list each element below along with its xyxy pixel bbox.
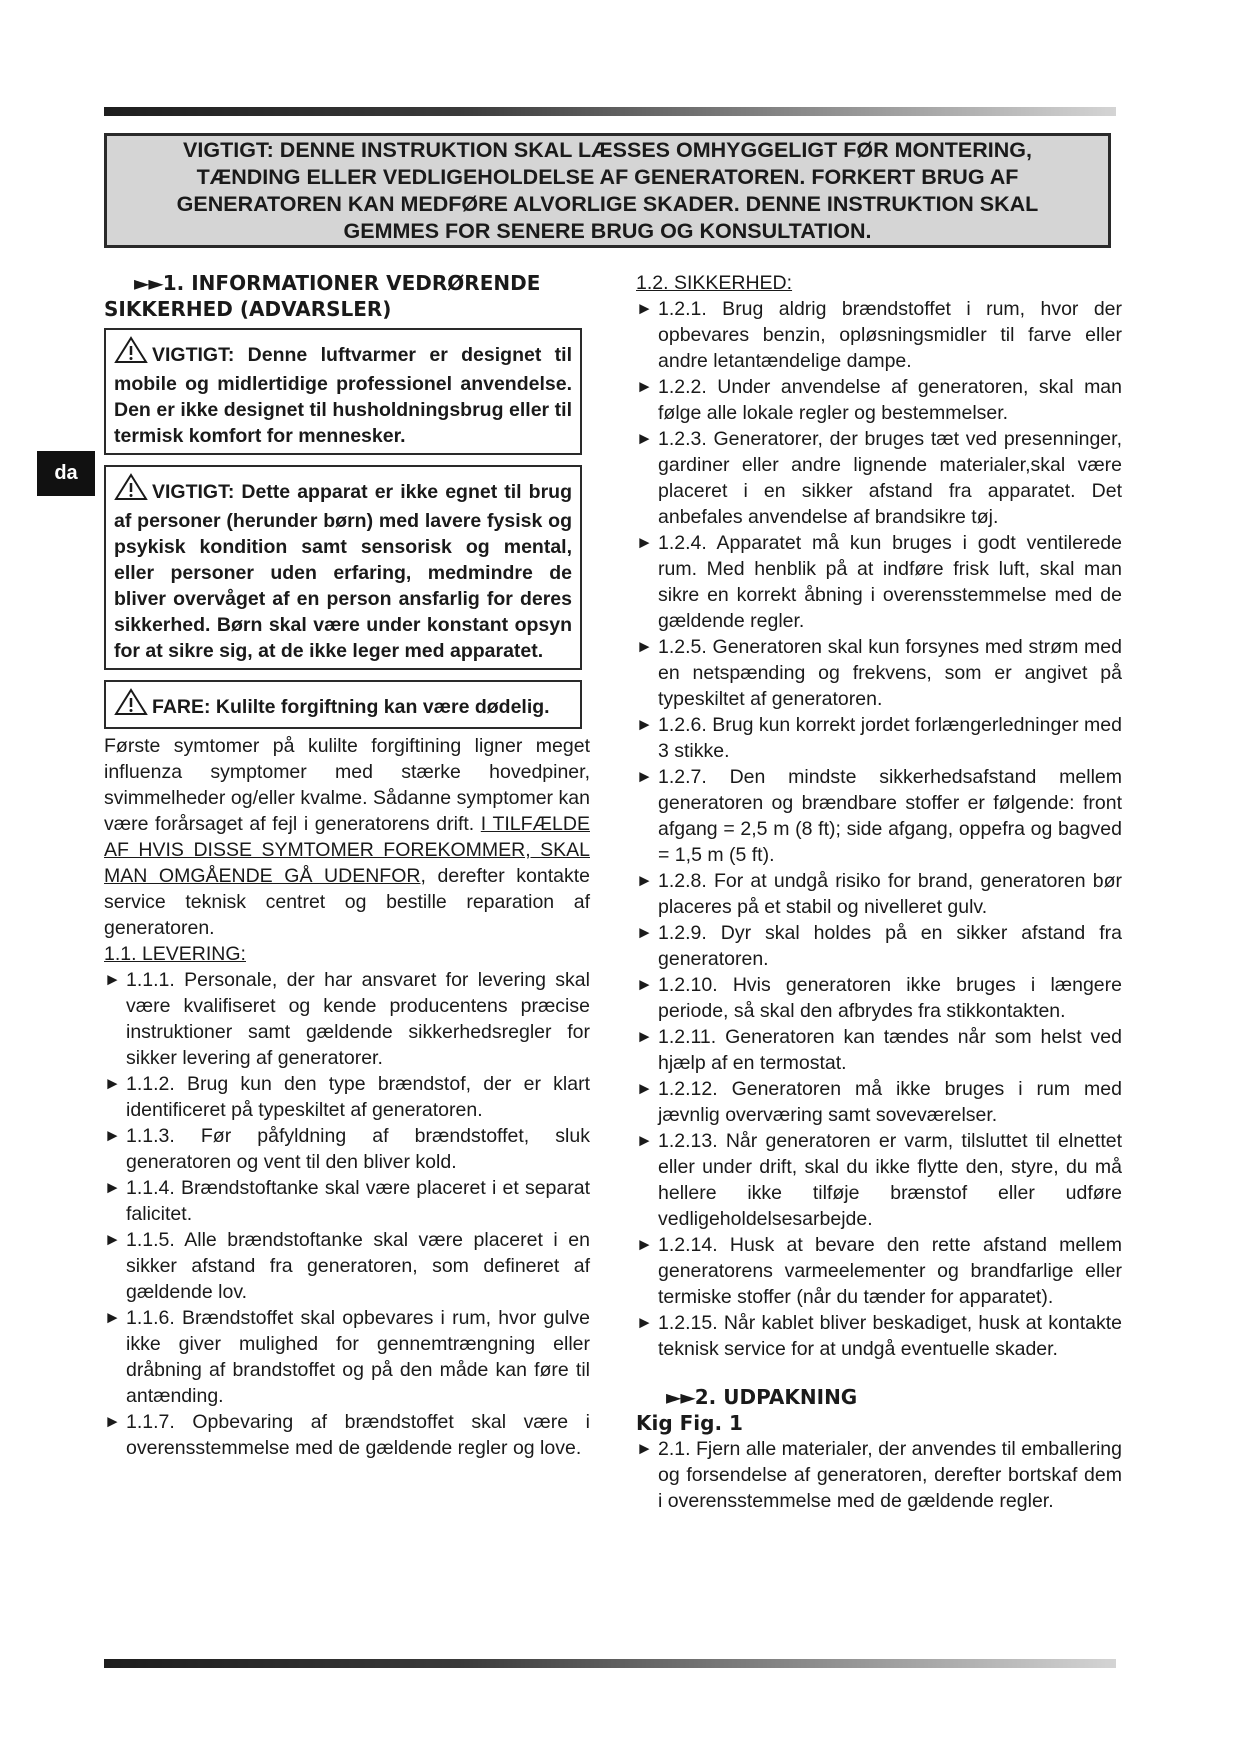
bullet-icon: ► — [636, 533, 653, 552]
bullet-icon: ► — [104, 1412, 121, 1431]
bullet-icon: ► — [104, 970, 121, 989]
section-1-arrows: ►► — [134, 271, 163, 295]
bullet-icon: ► — [636, 377, 653, 396]
list-item: ► 1.2.13. Når generatoren er varm, tilsluttet til elnettet eller under drift, skal du ikke flytte den, styre, du må hellere ikke tilføje brænstof eller udføre vedligeholdelsesarbejde. — [636, 1130, 1122, 1230]
list-item: ► 1.2.5. Generatoren skal kun forsynes med strøm med en netspænding og frekvens, som er angivet på typeskiltet af generatoren. — [636, 636, 1122, 710]
bullet-icon: ► — [636, 1439, 653, 1458]
bullet-icon: ► — [636, 715, 653, 734]
warning-triangle-icon — [114, 688, 148, 723]
warning-box-2 — [104, 465, 582, 670]
bullet-icon: ► — [104, 1178, 121, 1197]
list-item: ► 1.2.12. Generatoren må ikke bruges i rum med jævnlig overværing samt soveværelser. — [636, 1078, 1122, 1126]
warning-triangle-icon — [114, 473, 148, 508]
list-item: ► 1.2.10. Hvis generatoren ikke bruges i længere periode, så skal den afbrydes fra stikkontakten. — [636, 974, 1122, 1022]
symptoms-text: Første symtomer på kulilte forgiftining ligner meget influenza symptomer med stærke hovedpiner, svimmelheder og/eller kvalme. Sådanne symptomer kan være forårsaget af fejl i generatorens drift. — [104, 735, 590, 835]
bullet-icon: ► — [636, 923, 653, 942]
list-item: ► 1.1.5. Alle brændstoftanke skal være placeret i en sikker afstand fra generatoren, som defineret af gældende lov. — [104, 1229, 590, 1303]
bullet-icon: ► — [636, 299, 653, 318]
list-item: ► 1.1.1. Personale, der har ansvaret for levering skal være kvalifiseret og kende producentens præcise instruktioner samt gældende sikkerhedsregler for sikker levering af generatorer. — [104, 969, 590, 1069]
left-column — [104, 270, 590, 1461]
list-item: ► 1.2.14. Husk at bevare den rette afstand mellem generatorens varmeelementer og brandfarlige eller termiske stoffer (når du tænder for apparatet). — [636, 1234, 1122, 1308]
warning-triangle-icon — [114, 336, 148, 371]
bullet-icon: ► — [636, 767, 653, 786]
bullet-icon: ► — [104, 1230, 121, 1249]
list-item: ► 1.2.2. Under anvendelse af generatoren, skal man følge alle lokale regler og bestemmelser. — [636, 376, 1122, 424]
bullet-icon: ► — [636, 1079, 653, 1098]
list-item: ► 1.1.2. Brug kun den type brændstof, der er klart identificeret på typeskiltet af generatoren. — [104, 1073, 590, 1121]
list-item: ► 1.2.11. Generatoren kan tændes når som helst ved hjælp af en termostat. — [636, 1026, 1122, 1074]
list-item: ► 1.1.7. Opbevaring af brændstoffet skal være i overensstemmelse med de gældende regler og love. — [104, 1411, 590, 1459]
list-item: ► 1.2.6. Brug kun korrekt jordet forlængerledninger med 3 stikke. — [636, 714, 1122, 762]
safety-heading: 1.2. SIKKERHED: — [636, 272, 793, 294]
list-item: ► 1.2.4. Apparatet må kun bruges i godt ventilerede rum. Med henblik på at indføre frisk luft, skal man sikre en korrekt åbning i overensstemmelse med de gældende regler. — [636, 532, 1122, 632]
bullet-icon: ► — [636, 1027, 653, 1046]
symptoms-paragraph — [104, 733, 590, 941]
right-column — [636, 270, 1122, 1514]
section-1-heading — [104, 270, 590, 322]
figure-reference: Kig Fig. 1 — [636, 1411, 743, 1435]
bullet-icon: ► — [104, 1074, 121, 1093]
bullet-icon: ► — [636, 1313, 653, 1332]
delivery-list — [104, 967, 590, 1461]
bullet-icon: ► — [636, 1131, 653, 1150]
list-item: ► 1.1.4. Brændstoftanke skal være placeret i et separat falicitet. — [104, 1177, 590, 1225]
section-2-title: 2. UDPAKNING — [694, 1385, 858, 1409]
danger-box — [104, 680, 582, 729]
important-notice-text: VIGTIGT: DENNE INSTRUKTION SKAL LÆSSES OMHYGGELIGT FØR MONTERING, TÆNDING ELLER VEDLIGEHOLDELSE AF GENERATOREN. FORKERT BRUG AF GENERATOREN KAN MEDFØRE ALVORLIGE SKADER. DENNE INSTRUKTION SKAL GEMMES FOR SENERE BRUG OG KONSULTATION. — [176, 137, 1039, 243]
top-divider-bar — [104, 107, 1116, 116]
section-2-arrows: ►► — [666, 1385, 695, 1409]
symptoms-tail: , derefter kontakte service teknisk centret og bestille reparation af generatoren. — [104, 865, 591, 939]
bullet-icon: ► — [636, 637, 653, 656]
list-item: ► 1.2.9. Dyr skal holdes på en sikker afstand fra generatoren. — [636, 922, 1122, 970]
bullet-icon: ► — [636, 1235, 653, 1254]
bullet-icon: ► — [104, 1126, 121, 1145]
language-tab: da — [37, 451, 95, 496]
list-item: ► 1.1.3. Før påfyldning af brændstoffet, sluk generatoren og vent til den bliver kold. — [104, 1125, 590, 1173]
important-notice-box — [104, 133, 1111, 248]
list-item: ► 1.2.15. Når kablet bliver beskadiget, husk at kontakte teknisk service for at undgå eventuelle skader. — [636, 1312, 1122, 1360]
list-item: ► 1.2.3. Generatorer, der bruges tæt ved presenninger, gardiner eller andre lignende materialer,skal være placeret i en sikker afstand fra apparatet. Det anbefales anvendelse af brandsikre tøj. — [636, 428, 1122, 528]
danger-text: FARE: Kulilte forgiftning kan være dødelig. — [152, 696, 550, 718]
section-2-heading — [636, 1384, 1122, 1410]
bullet-icon: ► — [104, 1308, 121, 1327]
bullet-icon: ► — [636, 871, 653, 890]
warning-1-text: VIGTIGT: Denne luftvarmer er designet til mobile og midlertidige professionel anvendelse. Den er ikke designet til husholdningsbrug eller til termisk komfort for mennesker. — [114, 344, 572, 447]
list-item: ► 1.2.7. Den mindste sikkerhedsafstand mellem generatoren og brændbare stoffer er følgende: front afgang = 2,5 m (8 ft); side afgang, oppefra og bagved = 1,5 m (5 ft). — [636, 766, 1122, 866]
list-item: ► 1.1.6. Brændstoffet skal opbevares i rum, hvor gulve ikke giver mulighed for gennemtrængning eller dråbning af brandstoffet og på den måde kan føre til antænding. — [104, 1307, 590, 1407]
safety-list — [636, 296, 1122, 1362]
list-item: ► 2.1. Fjern alle materialer, der anvendes til emballering og forsendelse af generatoren, derefter bortskaf dem i overensstemmelse med de gældende regler. — [636, 1438, 1122, 1512]
warning-box-1 — [104, 328, 582, 455]
delivery-heading: 1.1. LEVERING: — [104, 943, 246, 965]
bullet-icon: ► — [636, 975, 653, 994]
warning-2-text: VIGTIGT: Dette apparat er ikke egnet til brug af personer (herunder børn) med lavere fysisk og psykisk kondition samt sensorisk og mental, eller personer uden erfaring, medmindre de bliver overvåget af en person ansfarlig for deres sikkerhed. Børn skal være under konstant opsyn for at sikre sig, at de ikke leger med apparatet. — [114, 481, 572, 662]
bullet-icon: ► — [636, 429, 653, 448]
list-item: ► 1.2.8. For at undgå risiko for brand, generatoren bør placeres på et stabil og nivelleret gulv. — [636, 870, 1122, 918]
unpacking-list — [636, 1436, 1122, 1514]
section-1-title: 1. INFORMATIONER VEDRØRENDE SIKKERHED (ADVARSLER) — [104, 271, 541, 321]
bottom-divider-bar — [104, 1659, 1116, 1668]
list-item: ► 1.2.1. Brug aldrig brændstoffet i rum, hvor der opbevares benzin, opløsningsmidler til farve eller andre letantændelige dampe. — [636, 298, 1122, 372]
symptoms-emphasis: I TILFÆLDE AF HVIS DISSE SYMTOMER FOREKOMMER, SKAL MAN OMGÅENDE GÅ UDENFOR — [104, 813, 590, 887]
